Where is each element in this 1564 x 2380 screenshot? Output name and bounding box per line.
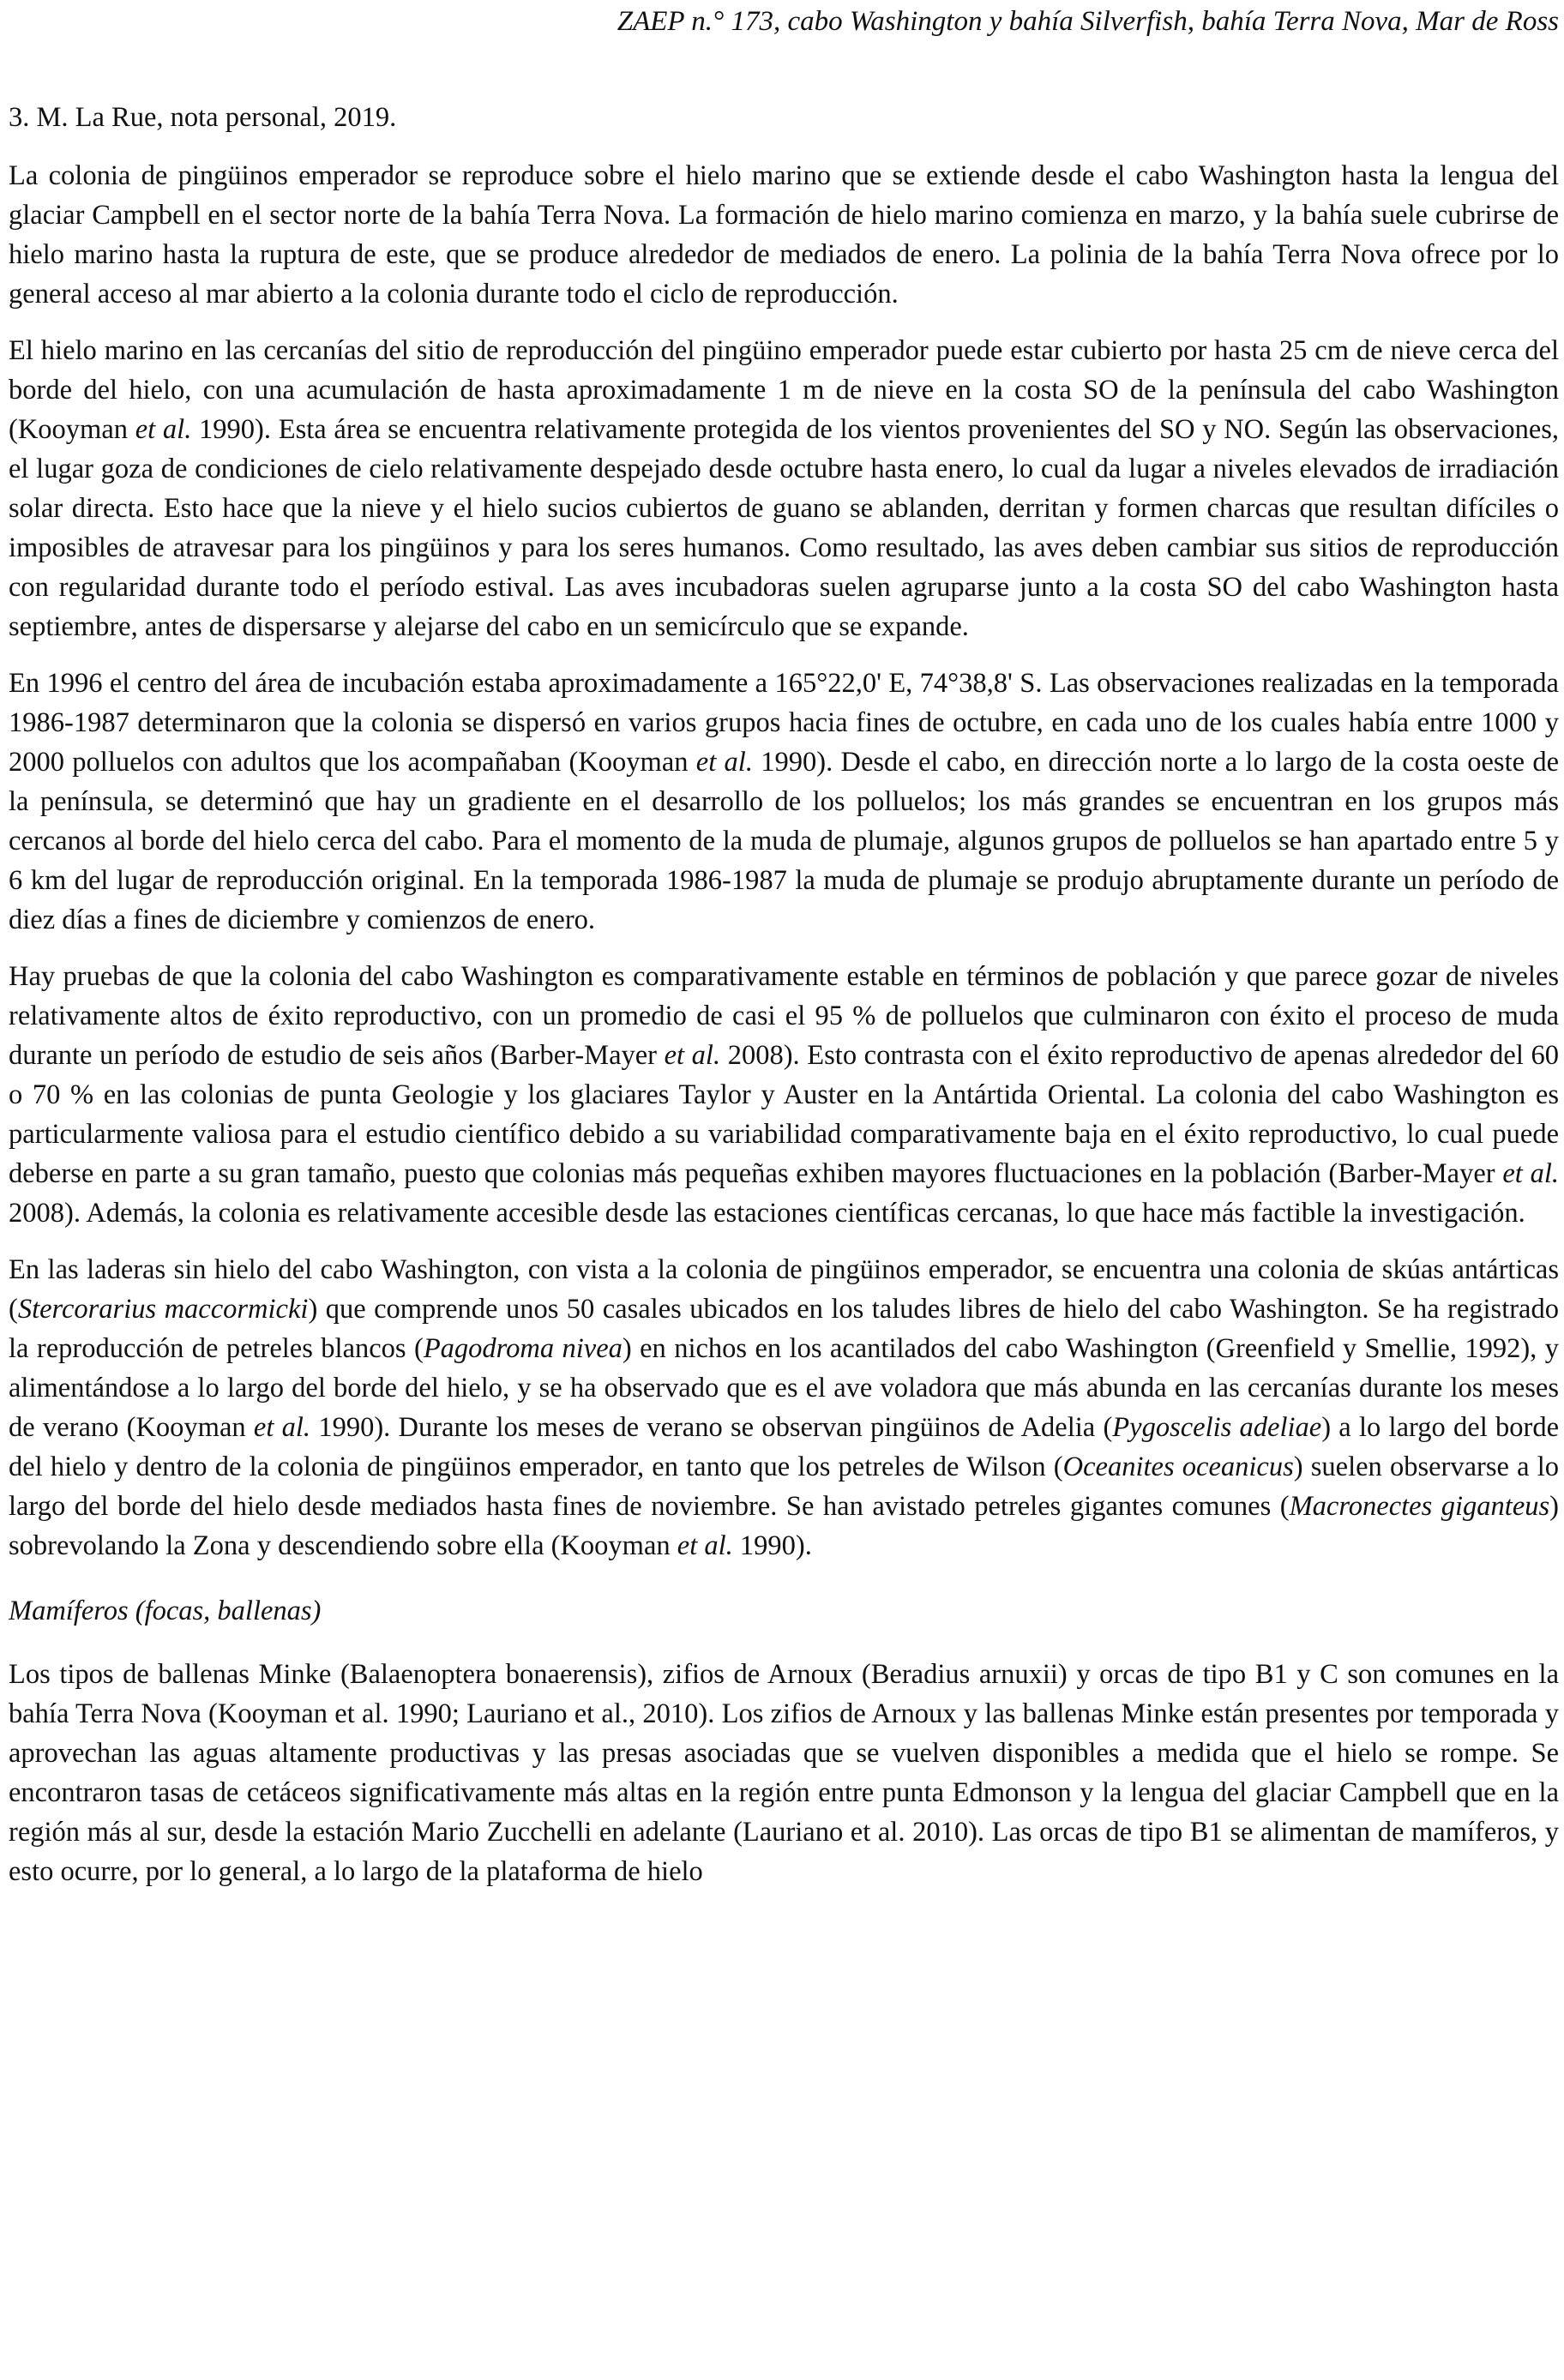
text-run: ) a lo largo del borde del hielo y dentro de la colonia de pingüinos emperador, en tanto que los petreles de Wilson ( [9, 1412, 1559, 1482]
text-run: En las laderas sin hielo del cabo Washington, con vista a la colonia de pingüinos emperador, se encuentra una colonia de skúas antárticas ( [9, 1254, 1559, 1325]
text-run: 1990). [732, 1530, 812, 1561]
italic-text: et al. [677, 1530, 733, 1561]
italic-text: Stercorarius maccormicki [17, 1294, 309, 1325]
text-run: El hielo marino en las cercanías del sitio de reproducción del pingüino emperador puede estar cubierto por hasta 25 cm de nieve cerca del borde del hielo, con una acumulación de hasta aproximadamente 1 m de nieve en la costa SO de la península del cabo Washington (Kooyman [9, 335, 1559, 445]
italic-text: et al. [695, 747, 753, 778]
text-run: En 1996 el centro del área de incubación estaba aproximadamente a 165°22,0' E, 74°38,8' S. Las observaciones realizadas en la temporada 1986-1987 determinaron que la colonia se dispersó en varios grupos hacia fines de octubre, en cada uno de los cuales había entre 1000 y 2000 polluelos con adultos que los acompañaban (Kooyman [9, 668, 1559, 778]
document-page [9, 0, 1559, 2380]
text-run: ) sobrevolando la Zona y descendiendo sobre ella (Kooyman [9, 1491, 1559, 1561]
text-run: 1990). Durante los meses de verano se observan pingüinos de Adelia ( [310, 1412, 1113, 1443]
italic-text: et al. [253, 1412, 311, 1443]
paragraph-whales [9, 1655, 1559, 1891]
italic-text: Macronectes giganteus [1289, 1491, 1550, 1522]
paragraph-other-birds [9, 1250, 1559, 1566]
section-heading: Mamíferos (focas, ballenas) [9, 1596, 322, 1626]
text-run: 1990). Desde el cabo, en dirección norte a lo largo de la costa oeste de la península, se determinó que hay un gradiente en el desarrollo de los polluelos; los más grandes se encuentran en los grupos más cercanos al borde del hielo cerca del cabo. Para el momento de la muda de plumaje, algunos grupos de polluelos se han apartado entre 5 y 6 km del lugar de reproducción original. En la temporada 1986-1987 la muda de plumaje se produjo abruptamente durante un período de diez días a fines de diciembre y comienzos de enero. [9, 747, 1559, 935]
italic-text: Pagodroma nivea [423, 1333, 623, 1364]
text-run: ) suelen observarse a lo largo del borde del hielo desde mediados hasta fines de noviembre. Se han avistado petreles gigantes comunes ( [9, 1451, 1559, 1522]
footnote: 3. M. La Rue, nota personal, 2019. [9, 102, 397, 133]
text-run: ) que comprende unos 50 casales ubicados en los taludes libres de hielo del cabo Washington. Se ha registrado la reproducción de petreles blancos ( [9, 1294, 1559, 1364]
paragraph-emperor-colony [9, 156, 1559, 314]
text-run: 1990). Esta área se encuentra relativamente protegida de los vientos provenientes del SO y NO. Según las observaciones, el lugar goza de condiciones de cielo relativamente despejado desde octubre hasta enero, lo cual da lugar a niveles elevados de irradiación solar directa. Esto hace que la nieve y el hielo sucios cubiertos de guano se ablanden, derritan y formen charcas que resultan difíciles o imposibles de atravesar para los pingüinos y para los seres humanos. Como resultado, las aves deben cambiar sus sitios de reproducción con regularidad durante todo el período estival. Las aves incubadoras suelen agruparse junto a la costa SO del cabo Washington hasta septiembre, antes de dispersarse y alejarse del cabo en un semicírculo que se expande. [9, 414, 1559, 642]
text-run: 2008). Esto contrasta con el éxito reproductivo de apenas alrededor del 60 o 70 % en las colonias de punta Geologie y los glaciares Taylor y Auster en la Antártida Oriental. La colonia del cabo Washington es particularmente valiosa para el estudio científico debido a su variabilidad comparativamente baja en el éxito reproductivo, lo cual puede deberse en parte a su gran tamaño, puesto que colonias más pequeñas exhiben mayores fluctuaciones en la población (Barber-Mayer [9, 1040, 1559, 1189]
italic-text: et al. [135, 414, 192, 445]
page-body [9, 98, 1559, 1908]
text-run: Hay pruebas de que la colonia del cabo Washington es comparativamente estable en términos de población y que parece gozar de niveles relativamente altos de éxito reproductivo, con un promedio de casi el 95 % de polluelos que culminaron con éxito el proceso de muda durante un período de estudio de seis años (Barber-Mayer [9, 961, 1559, 1071]
italic-text: et al. [1502, 1158, 1559, 1189]
italic-text: et al. [664, 1040, 721, 1071]
paragraph-sea-ice [9, 331, 1559, 646]
text-run: La colonia de pingüinos emperador se reproduce sobre el hielo marino que se extiende desde el cabo Washington hasta la lengua del glaciar Campbell en el sector norte de la bahía Terra Nova. La formación de hielo marino comienza en marzo, y la bahía suele cubrirse de hielo marino hasta la ruptura de este, que se produce alrededor de mediados de enero. La polinia de la bahía Terra Nova ofrece por lo general acceso al mar abierto a la colonia durante todo el ciclo de reproducción. [9, 160, 1559, 310]
text-run: ) en nichos en los acantilados del cabo Washington (Greenfield y Smellie, 1992), y alimentándose a lo largo del borde del hielo, y se ha observado que es el ave voladora que más abunda en las cercanías durante los meses de verano (Kooyman [9, 1333, 1559, 1443]
italic-text: Pygoscelis adeliae [1112, 1412, 1322, 1443]
text-run: Los tipos de ballenas Minke (Balaenoptera bonaerensis), zifios de Arnoux (Beradius arnuxii) y orcas de tipo B1 y C son comunes en la bahía Terra Nova (Kooyman et al. 1990; Lauriano et al., 2010). Los zifios de Arnoux y las ballenas Minke están presentes por temporada y aprovechan las aguas altamente productivas y las presas asociadas que se vuelven disponibles a medida que el hielo se rompe. Se encontraron tasas de cetáceos significativamente más altas en la región entre punta Edmonson y la lengua del glaciar Campbell que en la región más al sur, desde la estación Mario Zucchelli en adelante (Lauriano et al. 2010). Las orcas de tipo B1 se alimentan de mamíferos, y esto ocurre, por lo general, a lo largo de la plataforma de hielo [9, 1659, 1559, 1887]
paragraph-incubation-area [9, 664, 1559, 940]
running-header: ZAEP n.° 173, cabo Washington y bahía Silverfish, bahía Terra Nova, Mar de Ross [617, 6, 1559, 37]
text-run: 2008). Además, la colonia es relativamente accesible desde las estaciones científicas cercanas, lo que hace más factible la investigación. [9, 1198, 1525, 1229]
paragraph-breeding-success [9, 957, 1559, 1233]
italic-text: Oceanites oceanicus [1062, 1451, 1294, 1482]
